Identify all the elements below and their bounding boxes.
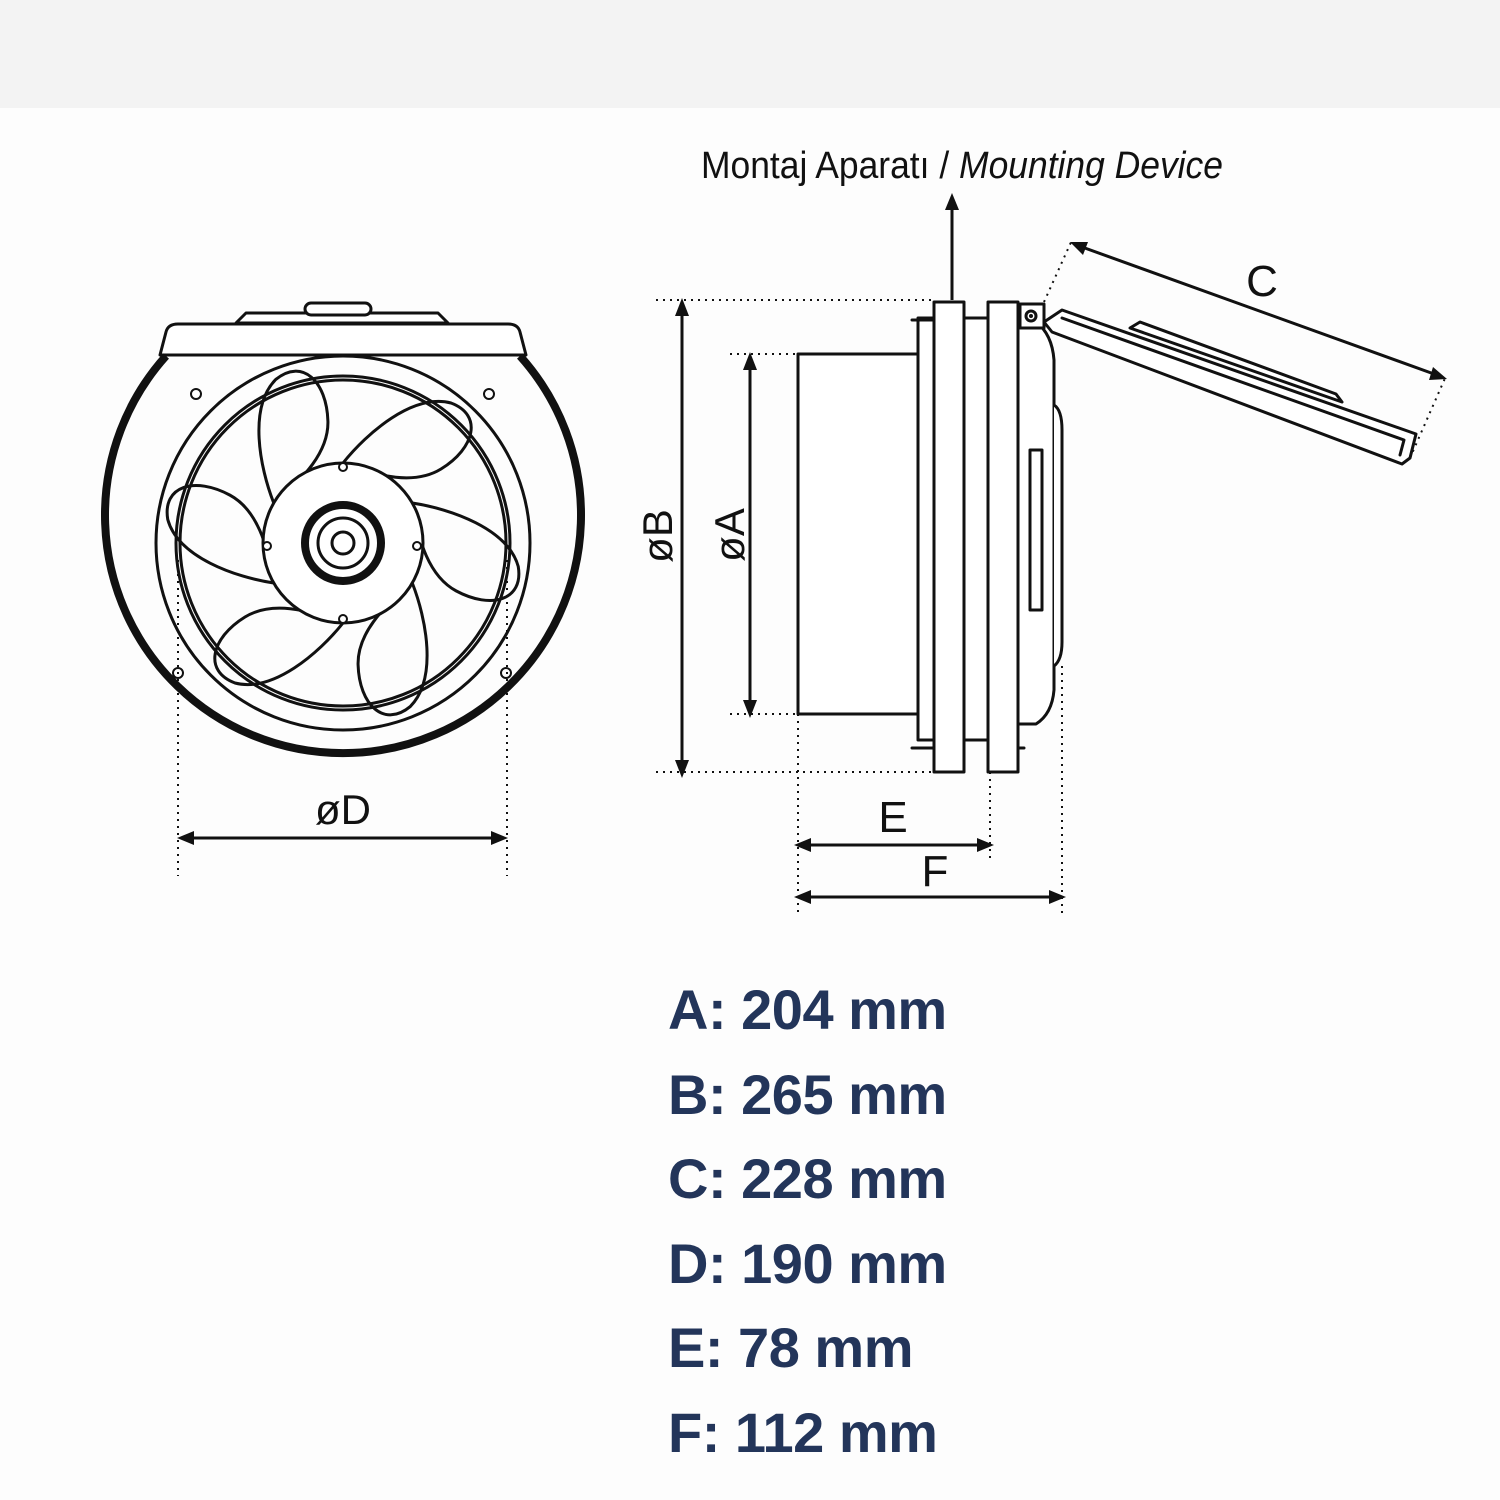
side-cover-lip — [1054, 405, 1062, 666]
front-top-knob — [305, 303, 371, 315]
fan-hub — [263, 463, 423, 623]
side-front-plate — [988, 302, 1018, 772]
spec-a: A: 204 mm — [668, 978, 947, 1041]
dim-c-ext-right — [1410, 376, 1446, 458]
side-flange-main — [934, 302, 964, 772]
spec-c: C: 228 mm — [668, 1147, 947, 1210]
dim-f-arrow-right — [1049, 890, 1066, 904]
label-diameter-a: øA — [706, 508, 753, 562]
hub-screw — [339, 463, 347, 471]
hub-screw — [263, 542, 271, 550]
dim-c-arrow-left — [1070, 242, 1088, 255]
label-f: F — [921, 847, 949, 896]
side-front-cover — [1018, 322, 1054, 724]
dim-a-arrow-bottom — [743, 700, 757, 718]
side-duct — [798, 354, 918, 714]
hub-screw — [413, 542, 421, 550]
label-diameter-d: øD — [315, 786, 371, 833]
dim-d-arrow-right — [491, 831, 508, 845]
label-diameter-b: øB — [634, 509, 681, 563]
label-e: E — [878, 793, 908, 842]
dim-e-arrow-left — [794, 838, 811, 852]
hub-screw — [339, 615, 347, 623]
dim-b-arrow-bottom — [675, 760, 689, 778]
front-top-bracket — [160, 324, 526, 355]
dim-f-arrow-left — [794, 890, 811, 904]
dim-c-arrow-right — [1429, 367, 1447, 380]
spec-d: D: 190 mm — [668, 1231, 947, 1295]
specifications-list — [668, 968, 947, 1475]
dim-c-ext-left — [1044, 240, 1072, 302]
hinge-pin-center — [1029, 314, 1033, 318]
side-gap — [964, 318, 988, 740]
dim-e-arrow-right — [977, 838, 994, 852]
label-c: C — [1246, 257, 1278, 306]
spec-b: B: 265 mm — [668, 1062, 947, 1126]
spec-f: F: 112 mm — [668, 1400, 938, 1464]
side-flange-inner — [918, 318, 934, 740]
mounting-arm — [1044, 310, 1416, 464]
spec-e: E: 78 mm — [668, 1316, 913, 1379]
screw-hole — [484, 389, 494, 399]
dim-d-arrow-left — [177, 831, 194, 845]
front-view — [105, 303, 581, 876]
side-view — [634, 145, 1447, 914]
screw-hole — [191, 389, 201, 399]
title-turkish: Montaj Aparatı / — [701, 145, 968, 187]
mounting-device-title — [701, 145, 1243, 187]
title-english: Mounting Device — [959, 145, 1243, 187]
title-leader-arrow — [945, 193, 959, 210]
